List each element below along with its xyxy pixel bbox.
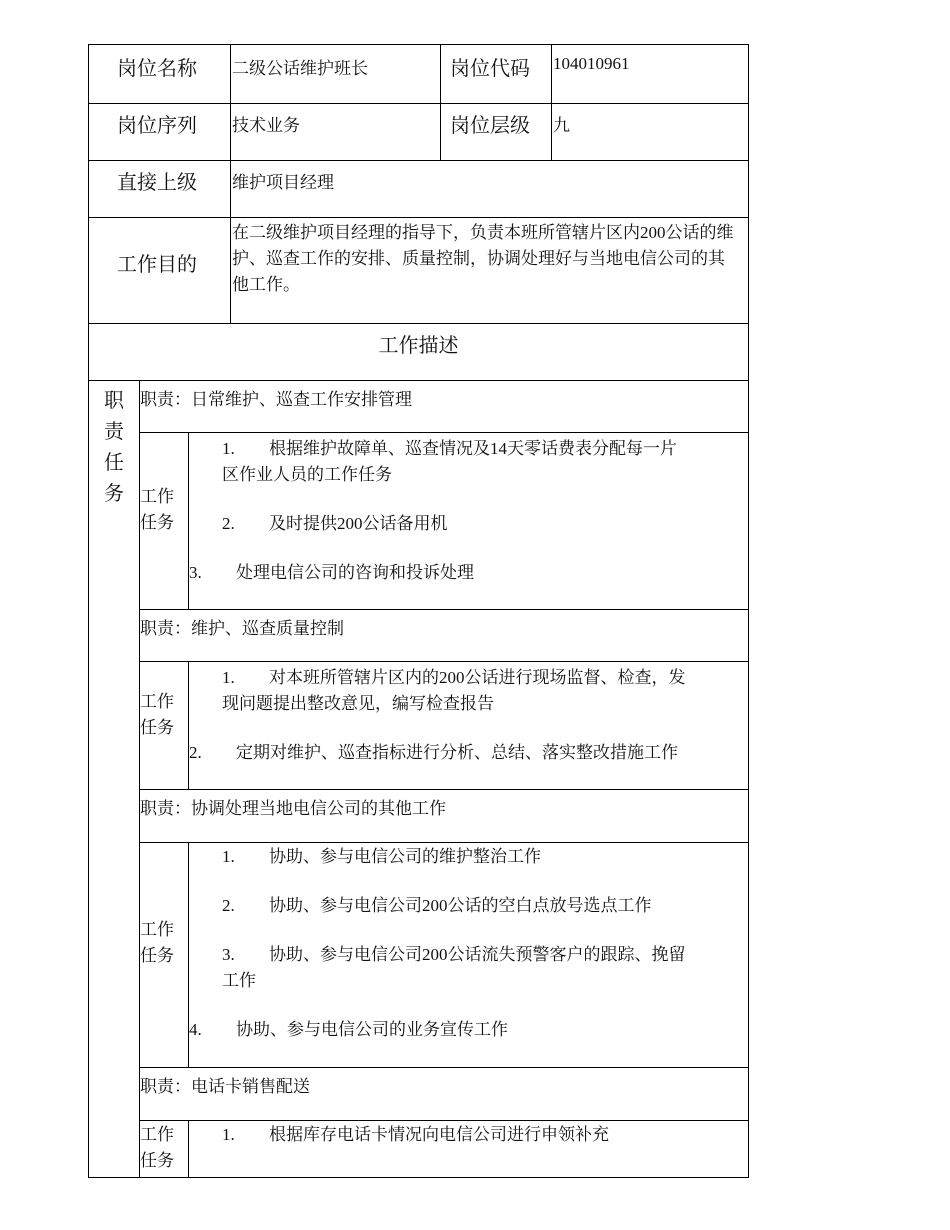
position-name-label: 岗位名称 xyxy=(117,58,197,80)
duty-title: 职责：日常维护、巡查工作安排管理 xyxy=(140,390,412,409)
task-number: 2. xyxy=(189,743,202,762)
task-text: 协助、参与电信公司200公话的空白点放号选点工作 xyxy=(269,896,652,915)
row-divider xyxy=(139,1120,749,1121)
task-number: 4. xyxy=(189,1020,202,1039)
task-text: 根据维护故障单、巡查情况及14天零话费表分配每一片 xyxy=(269,439,677,458)
duties-label-char: 务 xyxy=(104,483,124,505)
task-number: 1. xyxy=(222,1125,235,1144)
task-text: 协助、参与电信公司的维护整治工作 xyxy=(269,847,541,866)
row-divider xyxy=(88,217,749,218)
col-divider xyxy=(551,44,552,161)
task-item xyxy=(222,511,742,537)
task-label xyxy=(140,917,174,969)
task-text: 协助、参与电信公司的业务宣传工作 xyxy=(236,1020,508,1039)
task-text: 定期对维护、巡查指标进行分析、总结、落实整改措施工作 xyxy=(236,743,678,762)
col-divider xyxy=(188,1120,189,1178)
row-divider xyxy=(139,842,749,843)
position-name-value: 二级公话维护班长 xyxy=(232,59,368,78)
row-divider xyxy=(139,1067,749,1068)
task-label-line: 工作 xyxy=(140,1125,174,1144)
row-divider xyxy=(139,661,749,662)
row-divider xyxy=(88,323,749,324)
task-text: 协助、参与电信公司200公话流失预警客户的跟踪、挽留 xyxy=(269,945,686,964)
row-divider xyxy=(139,432,749,433)
task-label-line: 任务 xyxy=(140,1151,174,1170)
task-number: 1. xyxy=(222,847,235,866)
position-code-value: 104010961 xyxy=(553,54,630,73)
task-text: 及时提供200公话备用机 xyxy=(269,514,448,533)
position-code-label: 岗位代码 xyxy=(450,58,530,80)
task-number: 3. xyxy=(222,945,235,964)
position-series-label: 岗位序列 xyxy=(117,115,197,137)
task-label-line: 任务 xyxy=(140,513,174,532)
task-label xyxy=(140,689,174,741)
duties-label-char: 职 xyxy=(104,390,124,412)
task-label-line: 工作 xyxy=(140,487,174,506)
task-item xyxy=(222,1122,742,1148)
duty-title: 职责：协调处理当地电信公司的其他工作 xyxy=(140,799,446,818)
position-level-value: 九 xyxy=(553,116,570,135)
purpose-label: 工作目的 xyxy=(117,254,197,276)
row-divider xyxy=(139,789,749,790)
task-label-line: 工作 xyxy=(140,692,174,711)
purpose-value: 在二级维护项目经理的指导下，负责本班所管辖片区内200公话的维护、巡查工作的安排、质量控制，协调处理好与当地电信公司的其他工作。 xyxy=(232,223,734,294)
col-divider xyxy=(188,661,189,790)
task-item xyxy=(222,844,742,870)
task-number: 3. xyxy=(189,563,202,582)
task-number: 1. xyxy=(222,439,235,458)
task-item xyxy=(189,1017,744,1043)
task-item xyxy=(189,560,744,586)
job-description-table xyxy=(88,44,749,1178)
duty-title: 职责：维护、巡查质量控制 xyxy=(140,619,344,638)
task-text: 区作业人员的工作任务 xyxy=(222,465,392,484)
task-number: 1. xyxy=(222,668,235,687)
duties-label-char: 任 xyxy=(104,452,124,474)
task-text: 对本班所管辖片区内的200公话进行现场监督、检查，发 xyxy=(269,668,686,687)
row-divider xyxy=(88,380,749,381)
row-divider xyxy=(139,609,749,610)
task-text: 现问题提出整改意见，编写检查报告 xyxy=(222,694,494,713)
duties-tasks-label xyxy=(104,386,124,510)
supervisor-value: 维护项目经理 xyxy=(232,173,334,192)
task-text: 工作 xyxy=(222,971,256,990)
supervisor-label: 直接上级 xyxy=(117,172,197,194)
task-text: 处理电信公司的咨询和投诉处理 xyxy=(236,563,474,582)
table-border-left xyxy=(88,44,89,1178)
task-item xyxy=(222,942,742,994)
table-border-top xyxy=(88,44,749,45)
work-description-title: 工作描述 xyxy=(378,335,459,357)
task-label-line: 任务 xyxy=(140,718,174,737)
duty-title: 职责：电话卡销售配送 xyxy=(140,1077,310,1096)
task-item xyxy=(189,740,744,766)
col-divider xyxy=(230,44,231,324)
task-item xyxy=(222,436,742,488)
task-number: 2. xyxy=(222,514,235,533)
duties-label-char: 责 xyxy=(104,421,124,443)
position-level-label: 岗位层级 xyxy=(450,115,530,137)
table-border-right xyxy=(748,44,749,1178)
task-label xyxy=(140,1122,174,1174)
task-item xyxy=(222,665,742,717)
task-label-line: 工作 xyxy=(140,920,174,939)
row-divider xyxy=(88,160,749,161)
task-text: 根据库存电话卡情况向电信公司进行申领补充 xyxy=(269,1125,609,1144)
col-divider xyxy=(440,44,441,161)
task-item xyxy=(222,893,742,919)
task-label xyxy=(140,484,174,536)
task-number: 2. xyxy=(222,896,235,915)
position-series-value: 技术业务 xyxy=(232,116,300,135)
row-divider xyxy=(88,103,749,104)
task-label-line: 任务 xyxy=(140,946,174,965)
